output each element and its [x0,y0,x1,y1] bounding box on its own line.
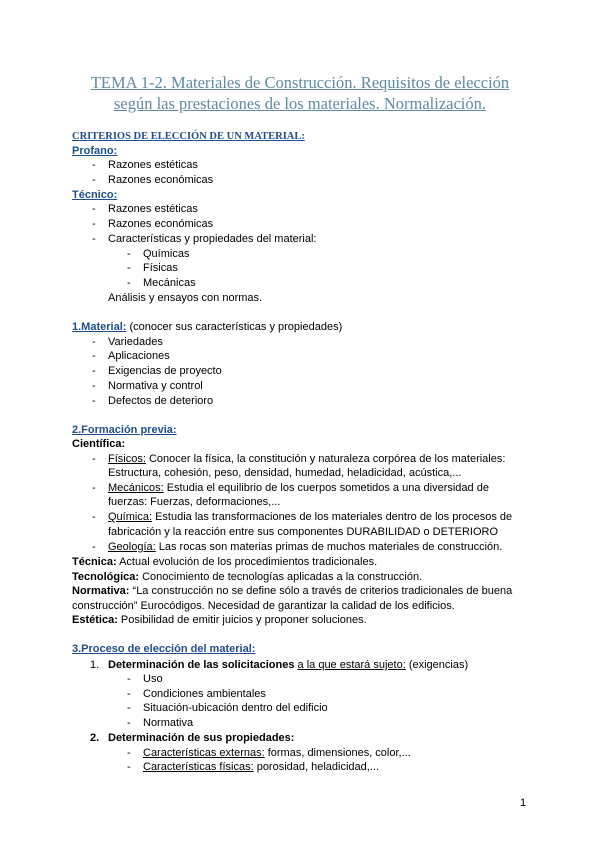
list-bullet: - [127,277,131,289]
tecnologica-line [72,570,422,584]
normativa-line-1 [72,584,512,598]
list-item: Razones económicas [108,218,214,230]
list-bullet: - [92,218,96,230]
list-bullet: - [92,511,96,523]
geologia-line [108,540,502,554]
list-item: Variedades [108,336,163,348]
estetica-line [72,613,367,627]
profano-label: Profano: [72,145,118,157]
mecanicos-line-2: fuerzas: Fuerzas, deformaciones,... [108,496,281,508]
list-bullet: - [92,541,96,553]
fisicos-line-1 [108,452,505,466]
list-item: Exigencias de proyecto [108,365,222,377]
mecanicos-line-1 [108,481,489,495]
tecnologica-text: Conocimiento de tecnologías aplicadas a la construcción. [139,571,423,583]
list-bullet: - [92,233,96,245]
list-item: Condiciones ambientales [143,688,266,700]
proceso-item-1 [108,658,468,672]
list-item: Razones estéticas [108,203,198,215]
tecnica-text: Actual evolución de los procedimientos tradicionales. [116,556,378,568]
list-bullet: - [92,336,96,348]
document-title [40,72,560,114]
list-bullet: - [127,688,131,700]
list-item: Uso [143,673,163,685]
list-item: Características y propiedades del material: [108,233,317,245]
fisicos-text: Conocer la física, la constitución y naturaleza corpórea de los materiales: [145,453,506,465]
proceso-item-2: Determinación de sus propiedades: [108,732,295,744]
list-item: Químicas [143,248,190,260]
material-heading-label: 1.Material: [72,321,127,333]
list-number: 2. [90,732,100,744]
title-line-1: TEMA 1-2. Materiales de Construcción. Requisitos de elección [90,73,510,92]
list-bullet: - [127,747,131,759]
fisicas-label: Características físicas: [143,761,254,773]
list-bullet: - [92,453,96,465]
list-item: Situación-ubicación dentro del edificio [143,702,328,714]
list-bullet: - [127,262,131,274]
list-item: Razones económicas [108,174,214,186]
proceso-item-1-bold: Determinación de las solicitaciones [108,659,295,671]
caracteristicas-externas-line [143,746,411,760]
normativa-line-2: construcción” Eurocódigos. Necesidad de garantizar la calidad de los edificios. [72,600,455,612]
list-item: Normativa y control [108,380,203,392]
list-bullet: - [127,248,131,260]
externas-label: Características externas: [143,747,265,759]
tecnica-line [72,555,377,569]
list-bullet: - [92,350,96,362]
list-item: Aplicaciones [108,350,170,362]
estetica-text: Posibilidad de emitir juicios y proponer soluciones. [117,614,367,626]
list-bullet: - [92,482,96,494]
tecnico-note: Análisis y ensayos con normas. [108,292,263,304]
caracteristicas-fisicas-line [143,760,379,774]
normativa-text: “La construcción no se define sólo a través de criterios tradicionales de buena [129,585,513,597]
list-bullet: - [92,380,96,392]
list-number: 1. [90,659,100,671]
list-item: Razones estéticas [108,159,198,171]
criterios-heading: CRITERIOS DE ELECCIÓN DE UN MATERIAL: [72,131,305,142]
quimica-line-1 [108,510,512,524]
fisicos-label: Físicos: [108,453,146,465]
list-bullet: - [92,174,96,186]
material-heading-rest: (conocer sus características y propiedades) [126,321,343,333]
list-item: Normativa [143,717,194,729]
quimica-label: Química: [108,511,153,523]
tecnica-label: Técnica: [72,556,117,568]
list-bullet: - [127,717,131,729]
externas-text: formas, dimensiones, color,... [264,747,411,759]
formacion-heading: 2.Formación previa: [72,424,177,436]
fisicos-line-2: Estructura, cohesión, peso, densidad, humedad, heladicidad, acústica,... [108,467,462,479]
quimica-text: Estudia las transformaciones de los materiales dentro de los procesos de [152,511,513,523]
fisicas-text: porosidad, heladicidad,... [253,761,380,773]
title-line-2: según las prestaciones de los materiales. Normalización. [113,94,487,113]
list-bullet: - [92,159,96,171]
cientifica-label: Científica: [72,438,126,450]
list-item: Defectos de deterioro [108,395,214,407]
list-bullet: - [92,365,96,377]
list-bullet: - [127,673,131,685]
proceso-item-1-rest: (exigencias) [405,659,469,671]
list-bullet: - [92,395,96,407]
list-item: Físicas [143,262,178,274]
mecanicos-label: Mecánicos: [108,482,164,494]
estetica-label: Estética: [72,614,118,626]
proceso-item-1-underline: a la que estará sujeto: [297,659,406,671]
tecnologica-label: Tecnológica: [72,571,140,583]
page-number: 1 [520,797,527,809]
mecanicos-text: Estudia el equilibrio de los cuerpos sometidos a una diversidad de [163,482,489,494]
list-bullet: - [127,702,131,714]
proceso-heading: 3.Proceso de elección del material: [72,643,256,655]
material-heading [72,320,342,334]
list-bullet: - [127,761,131,773]
quimica-line-2: fabricación y la reacción entre sus componentes DURABILIDAD o DETERIORO [108,526,499,538]
list-bullet: - [92,203,96,215]
normativa-label: Normativa: [72,585,130,597]
geologia-text: Las rocas son materias primas de muchos materiales de construcción. [155,541,503,553]
tecnico-label: Técnico: [72,189,118,201]
geologia-label: Geología: [108,541,156,553]
list-item: Mecánicas [143,277,196,289]
